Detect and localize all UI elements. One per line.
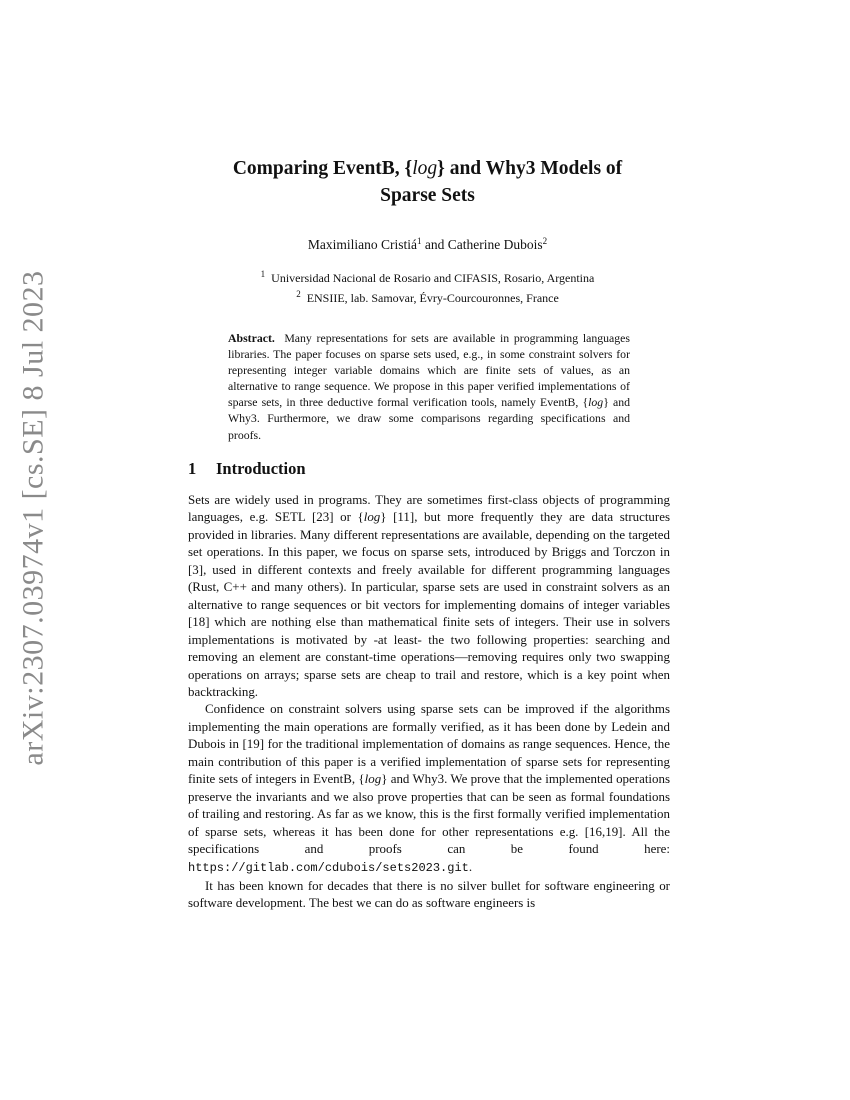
arxiv-identifier — [12, 269, 56, 766]
affiliations — [160, 266, 695, 306]
p1-text-b: } [11], but more frequently they are data structures provided in libraries. Many different representations are available, depending on the targeted set operations. In this paper, we focus on sparse sets, introduced by Briggs and Torczon in [3], used in different contexts and freely available for different programming languages (Rust, C++ and many others). In particular, sparse sets are used in constraint solvers as an alternative to range sequences or bit vectors for implementing domains of integer variables [18] which are nothing else than mathematical finite sets of integers. Their use in solvers implementations is motivated by -at least- the two following properties: searching and removing an element are constant-time operations—removing requires only two swapping operations on arrays; sparse sets are cheap to trail and restore, which is a key point when backtracking. — [188, 509, 670, 699]
p2-text-b: } and Why3. We prove that the implemented operations preserve the invariants and we also prove properties that can be seen as formal foundations of trailing and restoring. As far as we know, this is the first formally verified implementation of sparse sets, whereas it has been done for other representations e.g. [16,19]. All the specifications and proofs can be found here: — [188, 771, 670, 857]
affiliation-1-text: Universidad Nacional de Rosario and CIFASIS, Rosario, Argentina — [271, 271, 595, 285]
abstract-text-b: } and Why3. Furthermore, we draw some comparisons regarding specifications and proofs. — [228, 395, 630, 442]
section-number: 1 — [188, 459, 197, 478]
p3-text: It has been known for decades that there is no silver bullet for software engineering or software development. The best we can do as software engineers is — [188, 877, 670, 911]
title-log: log — [412, 158, 438, 179]
affiliation-2-mark: 2 — [296, 289, 301, 299]
paragraph-2 — [188, 700, 670, 877]
abstract-log: log — [588, 395, 604, 410]
p2-log: log — [364, 771, 382, 787]
title-part2: } and Why3 Models of — [437, 158, 623, 179]
author-1: Maximiliano Cristiá — [307, 237, 417, 252]
abstract — [228, 330, 630, 443]
author-1-mark: 1 — [417, 236, 422, 246]
p2-text-c: . — [468, 858, 473, 874]
p2-text-a: Confidence on constraint solvers using sparse sets can be improved if the algorithms implementing the main operations are formally verified, as it has been done by Ledein and Dubois in [19] for the traditional implementation of domains as range sequences. Hence, the main contribution of this paper is a verified implementation of sparse sets for representing finite sets of integers in EventB, { — [188, 701, 670, 787]
author-2: Catherine Dubois — [447, 237, 543, 252]
authors-and: and — [421, 237, 448, 252]
affiliation-2 — [160, 286, 695, 306]
author-2-mark: 2 — [542, 236, 548, 246]
paper-title — [160, 155, 695, 209]
affiliation-2-text: ENSIIE, lab. Samovar, Évry-Courcouronnes, France — [306, 291, 559, 305]
arxiv-identifier-text: arXiv:2307.03974v1 [cs.SE] 8 Jul 2023 — [17, 269, 51, 766]
p1-text-a: Sets are widely used in programs. They are sometimes first-class objects of programming languages, e.g. SETL [23] or { — [188, 492, 670, 525]
section-title: Introduction — [216, 459, 306, 478]
repository-link[interactable]: https://gitlab.com/cdubois/sets2023.git — [188, 860, 469, 875]
affiliation-1 — [160, 266, 695, 286]
abstract-label: Abstract. — [228, 331, 275, 345]
authors — [160, 236, 695, 253]
abstract-text-a: Many representations for sets are available in programming languages libraries. The paper focuses on sparse sets used, e.g., in some constraint solvers for representing integer variable domains which are finite sets of values, as an alternative to range sequence. We propose in this paper verified implementations of sparse sets, in three deductive formal verification tools, namely EventB, { — [228, 331, 630, 410]
body-text — [188, 491, 670, 912]
affiliation-1-mark: 1 — [260, 269, 266, 279]
title-part1: Comparing EventB, { — [232, 158, 413, 179]
paragraph-1 — [188, 491, 670, 700]
title-line2: Sparse Sets — [380, 185, 475, 206]
section-heading — [188, 459, 668, 479]
paragraph-3 — [188, 877, 670, 912]
p1-log: log — [363, 509, 381, 525]
